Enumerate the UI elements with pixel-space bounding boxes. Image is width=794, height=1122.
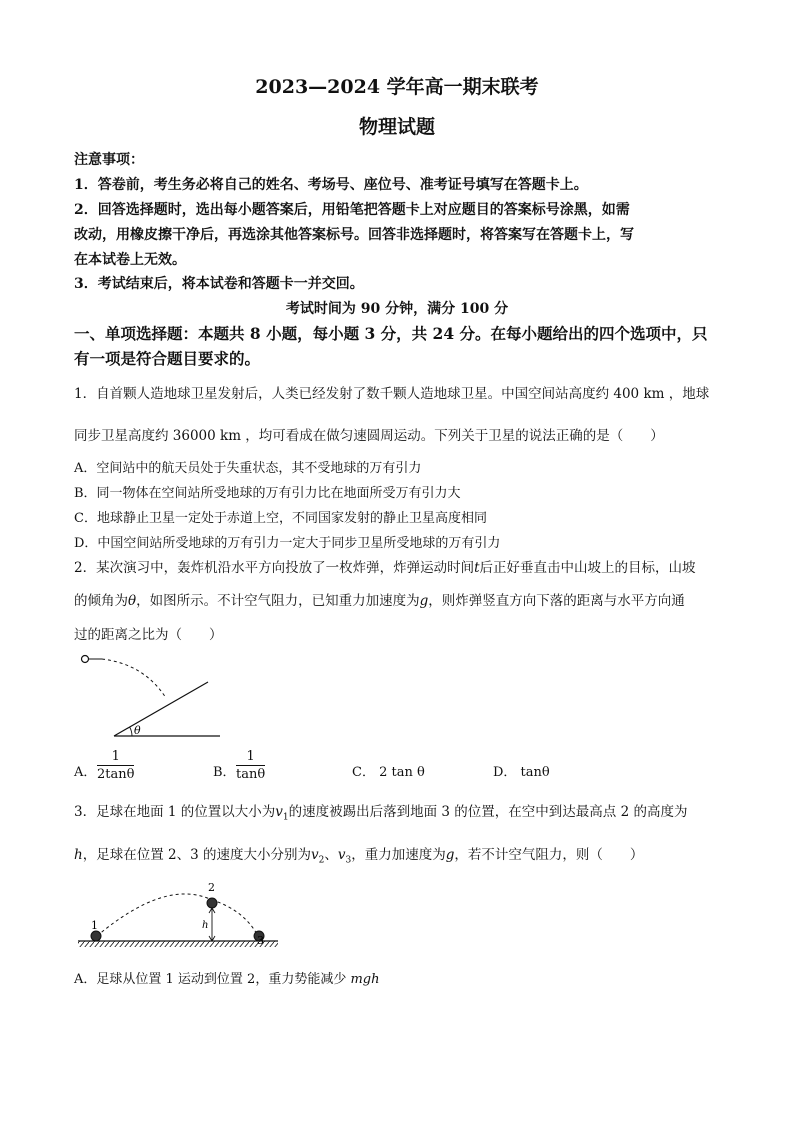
q2-text-2a: 的倾角为 [74, 593, 128, 609]
q1-option-a: A．空间站中的航天员处于失重状态，其不受地球的万有引力 [74, 461, 422, 476]
notice-item-2-line-2: 改动，用橡皮擦干净后，再选涂其他答案标号。回答非选择题时，将答案写在答题卡上，写 [74, 227, 634, 243]
q3-option-a-text: A．足球从位置 1 运动到位置 2，重力势能减少 [74, 972, 351, 987]
q2-var-g: g [419, 593, 429, 609]
section-1-heading-line-2: 有一项是符合题目要求的。 [74, 349, 261, 368]
bomb-start-point [82, 656, 89, 663]
q2-option-b-label: B． [213, 765, 236, 780]
q2-option-b-fraction [236, 749, 265, 782]
q1-option-c: C．地球静止卫星一定处于赤道上空，不同国家发射的静止卫星高度相同 [74, 511, 487, 526]
q2-var-t: t [474, 560, 480, 576]
q3-football-figure [74, 876, 284, 952]
q3-var-v2-sub: 2 [318, 855, 325, 866]
q3-var-h: h [74, 847, 83, 863]
q3-var-v1-sub: 1 [282, 812, 289, 823]
angle-theta-label: θ [134, 724, 141, 737]
position-1-label: 1 [91, 919, 98, 932]
q2-option-d: D． tanθ [493, 765, 550, 780]
q3-text-1a: 3．足球在地面 1 的位置以大小为 [74, 804, 276, 820]
q3-stem-line-2 [74, 843, 643, 866]
slope-line [114, 682, 208, 736]
q3-var-v3: v [337, 847, 346, 863]
q2-option-b-numerator: 1 [236, 749, 265, 766]
height-h-label: h [202, 920, 209, 931]
q1-option-d: D．中国空间站所受地球的万有引力一定大于同步卫星所受地球的万有引力 [74, 536, 501, 551]
ball-trajectory-rise [97, 894, 212, 936]
q2-text-2c: ，则炸弹竖直方向下落的距离与水平方向通 [428, 593, 685, 609]
ball-position-2 [207, 898, 217, 908]
q3-option-a-math: mgh [350, 972, 380, 987]
notice-item-3: 3．考试结束后，将本试卷和答题卡一并交回。 [74, 276, 364, 292]
q2-option-b-denominator: tanθ [236, 767, 266, 782]
exam-time-note: 考试时间为 90 分钟，满分 100 分 [285, 301, 509, 317]
q3-text-1b: 的速度被踢出后落到地面 3 的位置，在空中到达最高点 2 的高度为 [288, 804, 688, 820]
q3-var-v3-sub: 3 [345, 855, 352, 866]
section-1-heading-line-1: 一、单项选择题：本题共 8 小题，每小题 3 分，共 24 分。在每小题给出的四个选项中，只 [74, 324, 708, 343]
q2-slope-figure [74, 650, 234, 742]
q3-text-2c: ，若不计空气阻力，则（ ） [454, 847, 644, 863]
notice-item-1: 1．答卷前，考生务必将自己的姓名、考场号、座位号、准考证号填写在答题卡上。 [74, 177, 588, 193]
q2-stem-line-2 [74, 589, 685, 609]
q2-stem-line-3: 过的距离之比为（ ） [74, 627, 223, 643]
exam-subtitle: 物理试题 [358, 116, 435, 138]
q3-text-2a: ，足球在位置 2、3 的速度大小分别为 [82, 847, 311, 863]
ball-position-1 [91, 931, 101, 941]
q2-option-a-denominator: 2tanθ [97, 767, 135, 782]
exam-title: 2023—2024 学年高一期末联考 [255, 76, 539, 98]
q2-text-2b: ，如图所示。不计空气阻力，已知重力加速度为 [136, 593, 420, 609]
notice-item-2-line-3: 在本试卷上无效。 [74, 252, 186, 268]
q1-option-b: B．同一物体在空间站所受地球的万有引力比在地面所受万有引力大 [74, 486, 461, 501]
q1-stem-line-1: 1．自首颗人造地球卫星发射后，人类已经发射了数千颗人造地球卫星。中国空间站高度约 400 km ，地球 [74, 386, 710, 402]
q3-sep: 、 [324, 847, 338, 863]
q2-option-a-numerator: 1 [97, 749, 134, 766]
q3-var-g: g [445, 847, 455, 863]
q3-option-a [74, 968, 380, 987]
q3-var-v2: v [310, 847, 319, 863]
notice-item-2-line-1: 2．回答选择题时，选出每小题答案后，用铅笔把答题卡上对应题目的答案标号涂黑，如需 [74, 202, 630, 218]
q2-stem-line-1 [74, 556, 696, 576]
bomb-trajectory [102, 659, 166, 698]
q3-stem-line-1 [74, 800, 687, 823]
position-3-label: 3 [257, 934, 264, 947]
ball-trajectory-fall [212, 900, 258, 936]
angle-arc [130, 727, 132, 736]
q2-option-a-fraction [97, 749, 134, 782]
q2-option-c: C． 2 tan θ [352, 765, 425, 780]
q2-option-a-label: A． [74, 765, 97, 780]
q3-var-v1: v [275, 804, 283, 820]
q2-text-1a: 2．某次演习中，轰炸机沿水平方向投放了一枚炸弹，炸弹运动时间 [74, 560, 475, 576]
q1-stem-line-2: 同步卫星高度约 36000 km ，均可看成在做匀速圆周运动。下列关于卫星的说法正确的是（ ） [74, 428, 664, 444]
q2-var-theta: θ [128, 593, 137, 609]
notice-heading: 注意事项： [74, 152, 144, 168]
q2-text-1b: 后正好垂直击中山坡上的目标，山坡 [479, 560, 696, 576]
position-2-label: 2 [208, 881, 215, 894]
q3-text-2b: ，重力加速度为 [351, 847, 446, 863]
ground-hatching [78, 941, 278, 947]
